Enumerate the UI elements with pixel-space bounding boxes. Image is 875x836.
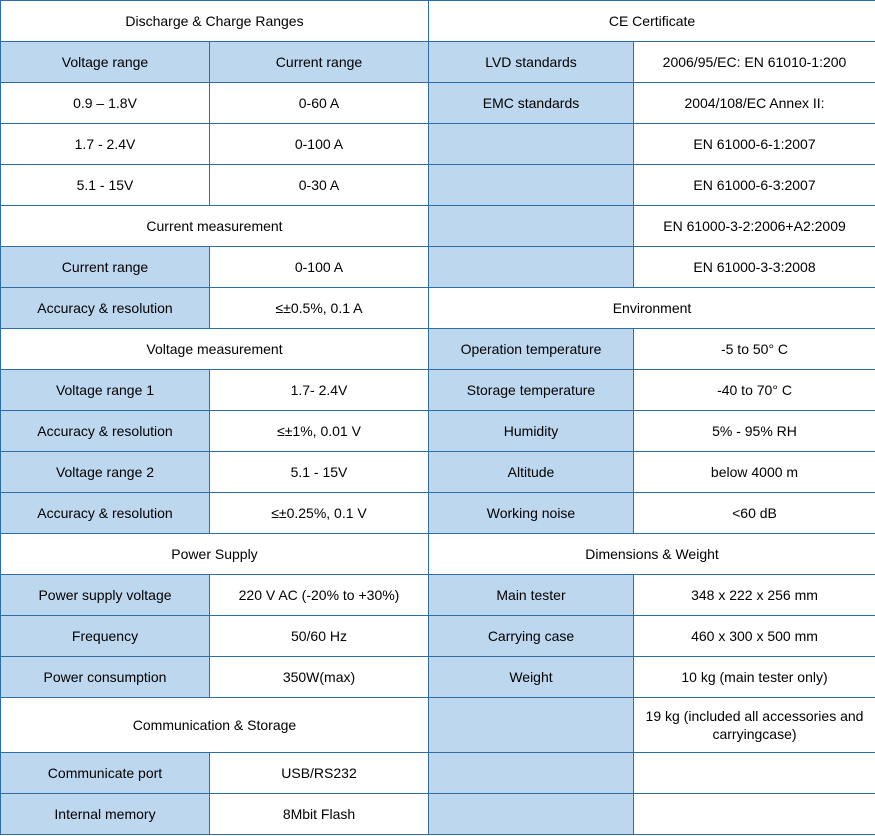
table-row (1, 42, 875, 83)
spec-value: 5.1 - 15V (210, 452, 429, 493)
spec-label: Power supply voltage (1, 575, 210, 616)
spec-label (429, 753, 634, 794)
spec-value: 5% - 95% RH (634, 411, 875, 452)
spec-value: 50/60 Hz (210, 616, 429, 657)
section-title-current-measurement: Current measurement (1, 206, 429, 247)
range-current-cell: 0-60 A (210, 83, 429, 124)
spec-value (634, 794, 875, 835)
spec-label: Frequency (1, 616, 210, 657)
spec-label: Current range (1, 247, 210, 288)
spec-label: Communicate port (1, 753, 210, 794)
spec-value: 19 kg (included all accessories and carryingcase) (634, 698, 875, 753)
spec-value (634, 753, 875, 794)
spec-value: -40 to 70° C (634, 370, 875, 411)
ce-label (429, 124, 634, 165)
section-title-discharge-charge: Discharge & Charge Ranges (1, 1, 429, 42)
spec-label: Altitude (429, 452, 634, 493)
ce-label (429, 165, 634, 206)
table-row (1, 247, 875, 288)
spec-value: 8Mbit Flash (210, 794, 429, 835)
spec-label: Weight (429, 657, 634, 698)
spec-value: ≤±0.5%, 0.1 A (210, 288, 429, 329)
ce-value: EN 61000-3-3:2008 (634, 247, 875, 288)
ce-label (429, 247, 634, 288)
section-title-voltage-measurement: Voltage measurement (1, 329, 429, 370)
spec-label: Operation temperature (429, 329, 634, 370)
table-row (1, 288, 875, 329)
range-voltage-cell: 5.1 - 15V (1, 165, 210, 206)
table-row (1, 165, 875, 206)
section-title-environment: Environment (429, 288, 875, 329)
spec-value: -5 to 50° C (634, 329, 875, 370)
spec-value: USB/RS232 (210, 753, 429, 794)
spec-value: 10 kg (main tester only) (634, 657, 875, 698)
table-row (1, 83, 875, 124)
spec-label: Accuracy & resolution (1, 288, 210, 329)
table-row (1, 206, 875, 247)
range-voltage-cell: 0.9 – 1.8V (1, 83, 210, 124)
table-row (1, 657, 875, 698)
table-row (1, 794, 875, 835)
ce-value: EN 61000-6-1:2007 (634, 124, 875, 165)
ce-value: 2004/108/EC Annex II: (634, 83, 875, 124)
spec-value: below 4000 m (634, 452, 875, 493)
voltage-range-header: Voltage range (1, 42, 210, 83)
section-title-ce-certificate: CE Certificate (429, 1, 875, 42)
current-range-header: Current range (210, 42, 429, 83)
table-row (1, 370, 875, 411)
table-row (1, 124, 875, 165)
range-current-cell: 0-100 A (210, 124, 429, 165)
range-current-cell: 0-30 A (210, 165, 429, 206)
spec-label: Power consumption (1, 657, 210, 698)
spec-value: ≤±0.25%, 0.1 V (210, 493, 429, 534)
table-row (1, 534, 875, 575)
spec-label: Accuracy & resolution (1, 493, 210, 534)
spec-label: Voltage range 2 (1, 452, 210, 493)
section-title-dimensions-weight: Dimensions & Weight (429, 534, 875, 575)
spec-value: 0-100 A (210, 247, 429, 288)
spec-value: 350W(max) (210, 657, 429, 698)
table-row (1, 1, 875, 42)
range-voltage-cell: 1.7 - 2.4V (1, 124, 210, 165)
spec-label: Internal memory (1, 794, 210, 835)
table-row (1, 616, 875, 657)
ce-value: EN 61000-3-2:2006+A2:2009 (634, 206, 875, 247)
spec-value: ≤±1%, 0.01 V (210, 411, 429, 452)
table-row (1, 575, 875, 616)
spec-label: Voltage range 1 (1, 370, 210, 411)
ce-value: EN 61000-6-3:2007 (634, 165, 875, 206)
table-row (1, 452, 875, 493)
spec-value: 460 x 300 x 500 mm (634, 616, 875, 657)
ce-label (429, 206, 634, 247)
ce-label: EMC standards (429, 83, 634, 124)
ce-value: 2006/95/EC: EN 61010-1:200 (634, 42, 875, 83)
section-title-communication-storage: Communication & Storage (1, 698, 429, 753)
spec-label: Humidity (429, 411, 634, 452)
table-row (1, 493, 875, 534)
spec-value: 1.7- 2.4V (210, 370, 429, 411)
ce-label: LVD standards (429, 42, 634, 83)
spec-label: Carrying case (429, 616, 634, 657)
spec-value: <60 dB (634, 493, 875, 534)
spec-label: Accuracy & resolution (1, 411, 210, 452)
table-row (1, 698, 875, 753)
spec-label: Main tester (429, 575, 634, 616)
spec-label (429, 698, 634, 753)
table-row (1, 753, 875, 794)
spec-label (429, 794, 634, 835)
spec-label: Storage temperature (429, 370, 634, 411)
section-title-power-supply: Power Supply (1, 534, 429, 575)
spec-value: 220 V AC (-20% to +30%) (210, 575, 429, 616)
spec-value: 348 x 222 x 256 mm (634, 575, 875, 616)
table-row (1, 329, 875, 370)
table-row (1, 411, 875, 452)
spec-label: Working noise (429, 493, 634, 534)
